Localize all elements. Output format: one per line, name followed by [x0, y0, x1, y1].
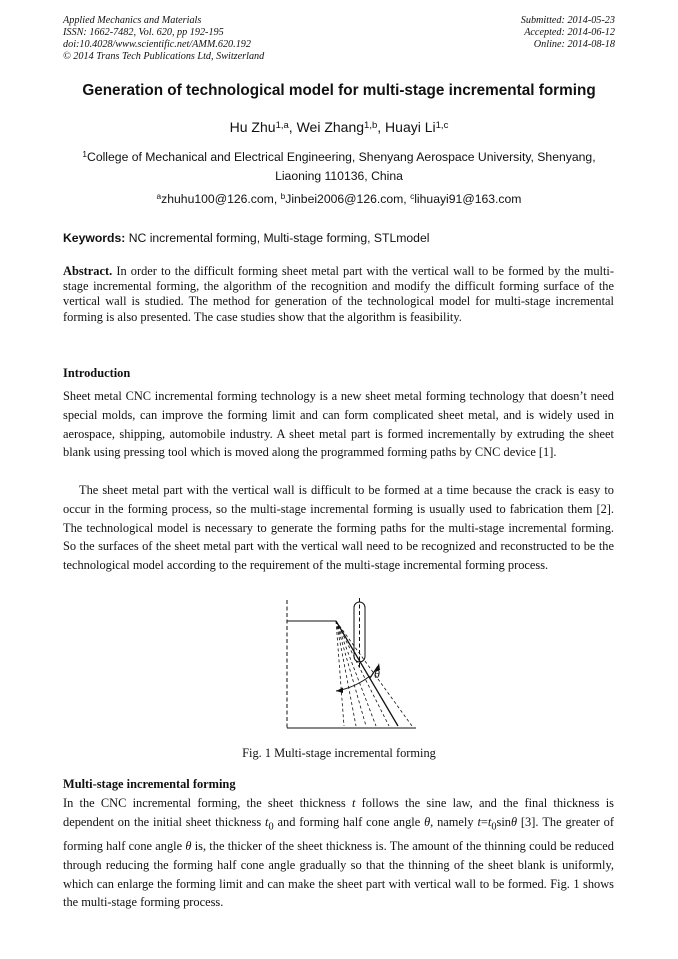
figure-1-diagram	[276, 596, 426, 731]
equation-theta: θ	[510, 814, 518, 829]
symbol-t: t	[351, 796, 356, 810]
author-sup: 1,b	[364, 119, 378, 131]
journal-doi: doi:10.4028/www.scientific.net/AMM.620.192	[63, 39, 251, 50]
theta-label: θ	[374, 667, 380, 681]
abstract-text: In order to the difficult forming sheet metal part with the vertical wall to be formed by the multi-stage incremental forming, the algorithm of the recognition and modify the difficult forming surface of the vertical wall is studied. The method for generation of the technological model for multi-stage incremental forming is also presented. The case studies show that the algorithm is feasibility.	[63, 264, 614, 324]
email-list: $^a$zhuhu100@126.com, $^b$Jinbei2006@126.com, $^c$lihuayi91@163.com	[156, 191, 522, 206]
email-link[interactable]: lihuayi91@163.com	[414, 192, 522, 206]
email-sup: c	[410, 191, 415, 202]
affiliation	[70, 148, 608, 186]
author-name: Wei Zhang	[296, 119, 365, 135]
date-accepted: Accepted: 2014-06-12	[524, 27, 615, 38]
paper-title: Generation of technological model for multi-stage incremental forming	[82, 82, 596, 99]
text-segment: and forming half cone angle	[273, 814, 425, 829]
subscript-zero: 0	[268, 821, 274, 833]
intro-paragraph-1: Sheet metal CNC incremental forming technology is a new sheet metal forming technology that doesn’t need special molds, can improve the forming limit and can form complicated sheet metal, and is widely used in aerospace, shipping, automobile industry. A sheet metal part is formed incrementally by extruding the sheet blank using pressing tool which is moved along the programmed forming paths by CNC device [1].	[63, 389, 614, 460]
equation-subscript: 0	[491, 821, 497, 833]
keywords-label: Keywords:	[63, 231, 126, 245]
author-sup: 1,c	[435, 119, 449, 131]
stage-path-line	[336, 621, 344, 726]
multistage-paragraph	[63, 794, 614, 912]
author-name: Hu Zhu	[229, 119, 276, 135]
email-link[interactable]: zhuhu100@126.com	[161, 192, 274, 206]
abstract-label: Abstract.	[63, 264, 113, 278]
text-segment: [3]. The greater of forming half cone angle	[63, 814, 614, 854]
author-list: Hu Zhu$^{1,a}$, Wei Zhang$^{1,b}$, Huayi Li$^{1,c}$	[229, 119, 449, 135]
equation-t: t	[477, 814, 481, 829]
journal-header-right	[521, 15, 615, 51]
equation-equals: =	[480, 814, 488, 829]
journal-copyright: © 2014 Trans Tech Publications Ltd, Switzerland	[63, 51, 265, 62]
journal-name: Applied Mechanics and Materials	[63, 15, 202, 26]
journal-issn: ISSN: 1662-7482, Vol. 620, pp 192-195	[63, 27, 224, 38]
keywords-text: NC incremental forming, Multi-stage forming, STLmodel	[128, 231, 430, 245]
text-segment: follows the sine law, and the final thickness is dependent on the initial sheet thickness	[63, 796, 614, 829]
affiliation-sup: 1	[82, 149, 88, 160]
text-segment: , namely	[430, 814, 478, 829]
journal-header-left	[63, 15, 264, 63]
text-segment: In the CNC incremental forming, the sheet thickness	[63, 796, 352, 810]
author-sup: 1,a	[275, 119, 289, 131]
date-online: Online: 2014-08-18	[533, 39, 615, 50]
date-submitted: Submitted: 2014-05-23	[520, 15, 615, 26]
email-sup: b	[280, 191, 286, 202]
section-heading-multistage: Multi-stage incremental forming	[63, 777, 236, 791]
formed-wall-line	[336, 621, 398, 726]
symbol-theta: θ	[185, 839, 192, 854]
abstract	[63, 264, 614, 325]
intro-paragraph-2: The sheet metal part with the vertical wall is difficult to be formed at a time because the crack is easy to occur in the forming process, so the multi-stage incremental forming is usually used to fabrication them [2]. The technological model is necessary to generate the forming paths for the multi-stage incremental forming. So the surfaces of the sheet metal part with the vertical wall need to be recognized and reconstructed to be the technological model according to the requirement of the multi-stage incremental forming process.	[63, 483, 614, 573]
author-name: Huayi Li	[385, 119, 436, 135]
figure-1-caption: Fig. 1 Multi-stage incremental forming	[242, 746, 436, 760]
email-sup: a	[156, 191, 162, 202]
affiliation-text: College of Mechanical and Electrical Engineering, Shenyang Aerospace University, Shenyang, Liaoning 110136, China	[87, 150, 596, 183]
section-heading-introduction: Introduction	[63, 366, 131, 380]
email-link[interactable]: Jinbei2006@126.com	[285, 192, 404, 206]
equation-sin: sin	[496, 814, 511, 829]
symbol-t0: t	[265, 814, 269, 829]
keywords	[63, 231, 429, 245]
text-segment: is, the thicker of the sheet thickness is. The amount of the thinning could be reduced through reducing the forming half cone angle gradually so that the thinning of the sheet blank is uniformly, which can enlarge the forming limit and can make the sheet part with vertical wall to be formed. Fig. 1 shows the multi-stage forming process.	[63, 839, 615, 910]
symbol-theta: θ	[424, 814, 431, 829]
arc-arrowhead	[336, 688, 343, 694]
equation-t0: t	[487, 814, 492, 829]
